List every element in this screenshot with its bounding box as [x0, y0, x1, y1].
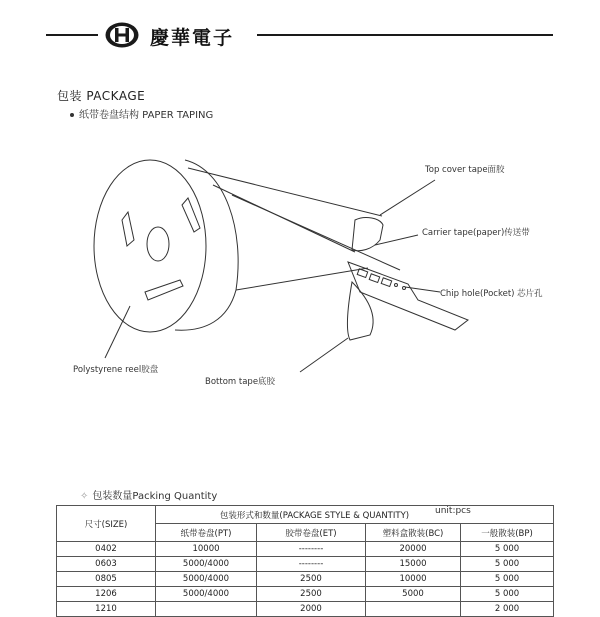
bullet-icon [70, 113, 74, 117]
cell-pt: 10000 [156, 542, 257, 557]
group-header [156, 506, 554, 524]
section-title: 包装 PACKAGE [57, 89, 146, 103]
cell-pt: 5000/4000 [156, 572, 257, 587]
cell-bp: 5 000 [461, 587, 554, 602]
cell-et: -------- [257, 557, 366, 572]
cell-size: 0603 [57, 557, 156, 572]
cell-pt [156, 602, 257, 617]
label-reel: Polystyrene reel胶盘 [73, 365, 159, 375]
table-row [57, 557, 554, 572]
cell-bc: 15000 [366, 557, 461, 572]
paper-taping-diagram [0, 120, 600, 400]
cell-size: 0805 [57, 572, 156, 587]
h-emblem-icon [104, 21, 140, 49]
cell-bc: 20000 [366, 542, 461, 557]
table-row [57, 572, 554, 587]
leader-chip-hole [405, 287, 440, 292]
bottom-tape-flap [347, 282, 373, 340]
label-carrier: Carrier tape(paper)传送带 [422, 228, 530, 238]
cell-bp: 5 000 [461, 542, 554, 557]
unit-label: unit:pcs [435, 506, 471, 516]
cell-size: 1210 [57, 602, 156, 617]
cell-et: 2500 [257, 587, 366, 602]
cell-bc: 10000 [366, 572, 461, 587]
cell-et: 2000 [257, 602, 366, 617]
tape-upper-edge [188, 168, 382, 216]
col-header-et: 胶带卷盘(ET) [257, 524, 366, 542]
section-subtitle-text: 纸带卷盘结构 PAPER TAPING [79, 110, 214, 121]
cell-size: 0402 [57, 542, 156, 557]
cell-pt: 5000/4000 [156, 557, 257, 572]
header-rule-left [46, 34, 98, 36]
cell-size: 1206 [57, 587, 156, 602]
leader-top-cover [380, 180, 435, 215]
leader-bottom [300, 338, 348, 372]
table-row [57, 587, 554, 602]
table-row [57, 542, 554, 557]
col-header-pt: 纸带卷盘(PT) [156, 524, 257, 542]
packing-table [56, 505, 554, 617]
carrier-top-edge [232, 195, 400, 270]
table-row [57, 602, 554, 617]
header-rule-right [257, 34, 553, 36]
brand-name: 慶華電子 [150, 27, 235, 49]
label-chip-hole: Chip hole(Pocket) 芯片孔 [440, 289, 543, 299]
star-bullet-icon: ✧ [80, 491, 89, 502]
label-bottom: Bottom tape底胶 [205, 377, 276, 387]
cell-bp: 2 000 [461, 602, 554, 617]
packing-title-text: 包装数量Packing Quantity [92, 491, 218, 502]
cell-bp: 5 000 [461, 572, 554, 587]
section-subtitle [70, 106, 213, 121]
cell-et: 2500 [257, 572, 366, 587]
carrier-bottom-edge [236, 268, 368, 290]
packing-title [80, 487, 217, 502]
label-top-cover: Top cover tape面胶 [425, 165, 505, 175]
leader-carrier [375, 235, 418, 245]
top-cover-flap [352, 218, 383, 251]
cell-bc: 5000 [366, 587, 461, 602]
size-header: 尺寸(SIZE) [57, 506, 156, 542]
cell-bc [366, 602, 461, 617]
table-header-row [57, 506, 554, 524]
cell-et: -------- [257, 542, 366, 557]
col-header-bp: 一般散装(BP) [461, 524, 554, 542]
cell-pt: 5000/4000 [156, 587, 257, 602]
reel-front [94, 160, 206, 332]
cell-bp: 5 000 [461, 557, 554, 572]
col-header-bc: 塑料盒散装(BC) [366, 524, 461, 542]
group-header-text: 包装形式和数量(PACKAGE STYLE & QUANTITY) [219, 510, 410, 521]
